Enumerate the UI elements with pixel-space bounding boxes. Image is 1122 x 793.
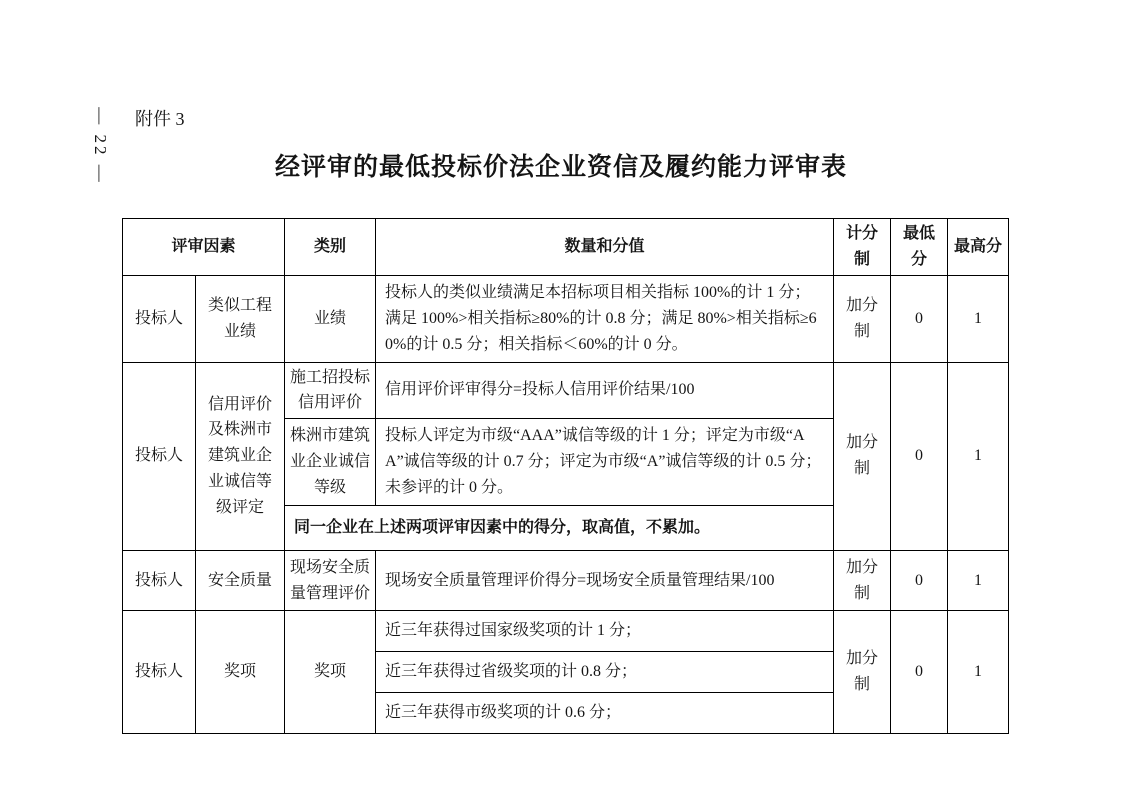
content-cell: 信用评价评审得分=投标人信用评价结果/100	[376, 362, 834, 419]
category-cell: 现场安全质量管理评价	[285, 551, 376, 611]
content-cell: 近三年获得过国家级奖项的计 1 分；	[376, 611, 834, 652]
header-category: 类别	[285, 219, 376, 276]
factor-cell: 安全质量	[196, 551, 285, 611]
page-number: — 22 —	[91, 107, 110, 185]
scoring-cell: 加分制	[834, 362, 891, 551]
factor-cell: 类似工程业绩	[196, 275, 285, 362]
min-score-cell: 0	[891, 551, 948, 611]
header-max-score: 最高分	[948, 219, 1009, 276]
bidder-cell: 投标人	[123, 611, 196, 734]
scoring-cell: 加分制	[834, 551, 891, 611]
scoring-cell: 加分制	[834, 611, 891, 734]
table-row	[123, 362, 1009, 419]
bidder-cell: 投标人	[123, 362, 196, 551]
factor-cell: 信用评价及株洲市建筑业企业诚信等级评定	[196, 362, 285, 551]
content-cell: 投标人的类似业绩满足本招标项目相关指标 100%的计 1 分；满足 100%>相关指标≥80%的计 0.8 分；满足 80%>相关指标≥60%的计 0.5 分；相关指标＜60%的计 0 分。	[376, 275, 834, 362]
content-cell: 投标人评定为市级“AAA”诚信等级的计 1 分；评定为市级“AA”诚信等级的计 0.7 分；评定为市级“A”诚信等级的计 0.5 分；未参评的计 0 分。	[376, 419, 834, 506]
note-cell: 同一企业在上述两项评审因素中的得分，取高值，不累加。	[285, 506, 834, 551]
scoring-cell: 加分制	[834, 275, 891, 362]
content-cell: 现场安全质量管理评价得分=现场安全质量管理结果/100	[376, 551, 834, 611]
min-score-cell: 0	[891, 275, 948, 362]
header-review-factor: 评审因素	[123, 219, 285, 276]
table-row	[123, 275, 1009, 362]
table-row	[123, 611, 1009, 652]
category-cell: 奖项	[285, 611, 376, 734]
table-header-row	[123, 219, 1009, 276]
content-cell: 近三年获得市级奖项的计 0.6 分；	[376, 693, 834, 734]
factor-cell: 奖项	[196, 611, 285, 734]
category-cell: 施工招投标信用评价	[285, 362, 376, 419]
bidder-cell: 投标人	[123, 275, 196, 362]
attachment-label: 附件 3	[135, 109, 185, 129]
document-title: 经评审的最低投标价法企业资信及履约能力评审表	[274, 154, 847, 181]
table-row	[123, 551, 1009, 611]
category-cell: 业绩	[285, 275, 376, 362]
header-scoring-system: 计分制	[834, 219, 891, 276]
header-min-score: 最低分	[891, 219, 948, 276]
min-score-cell: 0	[891, 362, 948, 551]
category-cell: 株洲市建筑业企业诚信等级	[285, 419, 376, 506]
max-score-cell: 1	[948, 551, 1009, 611]
content-cell: 近三年获得过省级奖项的计 0.8 分；	[376, 652, 834, 693]
header-quantity-score: 数量和分值	[376, 219, 834, 276]
review-table	[122, 218, 1009, 734]
max-score-cell: 1	[948, 275, 1009, 362]
max-score-cell: 1	[948, 362, 1009, 551]
min-score-cell: 0	[891, 611, 948, 734]
bidder-cell: 投标人	[123, 551, 196, 611]
max-score-cell: 1	[948, 611, 1009, 734]
